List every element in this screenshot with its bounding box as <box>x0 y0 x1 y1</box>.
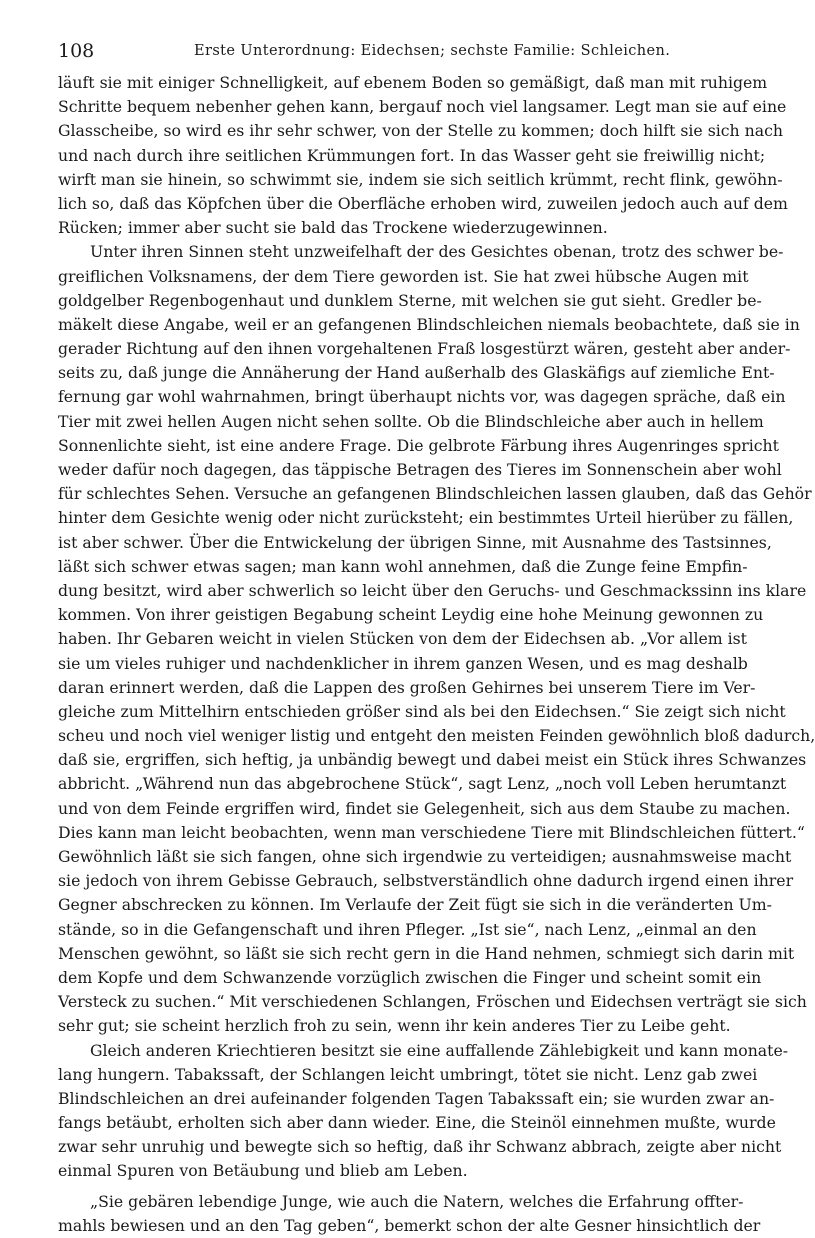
page-header <box>58 40 738 64</box>
text-line: läuft sie mit einiger Schnelligkeit, auf ebenem Boden so gemäßigt, daß man mit ruhigem <box>58 73 768 92</box>
text-line: mäkelt diese Angabe, weil er an gefangenen Blindschleichen niemals beobachtete, daß sie in <box>58 314 800 334</box>
text-line: lich so, daß das Köpfchen über die Oberfläche erhoben wird, zuweilen jedoch auch auf dem <box>58 193 788 213</box>
text-line: Menschen gewöhnt, so läßt sie sich recht gern in die Hand nehmen, schmiegt sich darin mit <box>58 943 795 963</box>
paragraph <box>58 71 788 240</box>
text-line: zwar sehr unruhig und bewegte sich so heftig, daß ihr Schwanz abbrach, zeigte aber nicht <box>58 1137 782 1157</box>
text-line: sie jedoch von ihrem Gebisse Gebrauch, selbstverständlich ohne dadurch irgend einen ihrer <box>58 871 794 891</box>
text-line: dem Kopfe und dem Schwanzende vorzüglich zwischen die Finger und scheint somit ein <box>58 967 762 987</box>
text-line: einmal Spuren von Betäubung und blieb am Leben. <box>58 1161 468 1181</box>
text-line: Gewöhnlich läßt sie sich fangen, ohne sich irgendwie zu verteidigen; ausnahmsweise macht <box>58 847 792 866</box>
text-line: scheu und noch viel weniger listig und entgeht den meisten Feinden gewöhnlich bloß dadurch, <box>58 726 815 746</box>
text-line: hinter dem Gesichte wenig oder nicht zurücksteht; ein bestimmtes Urteil hierüber zu fällen, <box>58 508 794 528</box>
text-line: haben. Ihr Gebaren weicht in vielen Stücken von dem der Eidechsen ab. „Vor allem ist <box>58 629 747 649</box>
text-line: weder dafür noch dagegen, das täppische Betragen des Tieres im Sonnenschein aber wohl <box>58 460 782 479</box>
text-line: „Sie gebären lebendige Junge, wie auch die Natern, welches die Erfahrung offter- <box>90 1191 744 1211</box>
text-line: sehr gut; sie scheint herzlich froh zu sein, wenn ihr kein anderes Tier zu Leibe geht. <box>58 1016 731 1036</box>
text-line: greiflichen Volksnamens, der dem Tiere geworden ist. Sie hat zwei hübsche Augen mit <box>58 266 749 286</box>
paragraph <box>58 1039 789 1184</box>
text-line: wirft man sie hinein, so schwimmt sie, indem sie sich seitlich krümmt, recht flink, gewöhn- <box>58 169 783 189</box>
text-line: dung besitzt, wird aber schwerlich so leicht über den Geruchs- und Geschmackssinn ins klare <box>58 580 807 600</box>
text-line: daran erinnert werden, daß die Lappen des großen Gehirnes bei unserem Tiere im Ver- <box>58 677 756 697</box>
text-line: fernung gar wohl wahrnahmen, bringt überhaupt nichts vor, was dagegen spräche, daß ein <box>58 387 786 407</box>
text-line: Gleich anderen Kriechtieren besitzt sie eine auffallende Zählebigkeit und kann monate- <box>90 1040 789 1060</box>
text-line: Gegner abschrecken zu können. Im Verlaufe der Zeit fügt sie sich in die veränderten Um- <box>58 895 772 915</box>
text-line: Sonnenlichte sieht, ist eine andere Frage. Die gelbrote Färbung ihres Augenringes spricht <box>58 435 779 455</box>
text-line: Rücken; immer aber sucht sie bald das Trockene wiederzugewinnen. <box>58 218 608 238</box>
text-line: läßt sich schwer etwas sagen; man kann wohl annehmen, daß die Zunge feine Empfin- <box>58 556 748 576</box>
body-text <box>58 71 815 1238</box>
text-line: Tier mit zwei hellen Augen nicht sehen sollte. Ob die Blindschleiche aber auch in hellem <box>58 411 764 431</box>
text-line: und von dem Feinde ergriffen wird, findet sie Gelegenheit, sich aus dem Staube zu machen. <box>58 798 791 818</box>
text-line: Unter ihren Sinnen steht unzweifelhaft der des Gesichtes obenan, trotz des schwer be- <box>90 242 784 262</box>
text-line: für schlechtes Sehen. Versuche an gefangenen Blindschleichen lassen glauben, daß das Gehör <box>58 484 812 504</box>
page-number: 108 <box>58 40 95 62</box>
text-line: fangs betäubt, erholten sich aber dann wieder. Eine, die Steinöl einnehmen mußte, wurde <box>58 1113 776 1133</box>
text-line: kommen. Von ihrer geistigen Begabung scheint Leydig eine hohe Meinung gewonnen zu <box>58 605 764 625</box>
text-line: mahls bewiesen und an den Tag geben“, bemerkt schon der alte Gesner hinsichtlich der <box>58 1215 761 1235</box>
text-line: Blindschleichen an drei aufeinander folgenden Tagen Tabakssaft ein; sie wurden zwar an- <box>58 1088 775 1108</box>
text-line: goldgelber Regenbogenhaut und dunklem Sterne, mit welchen sie gut sieht. Gredler be- <box>58 290 762 310</box>
text-line: lang hungern. Tabakssaft, der Schlangen leicht umbringt, tötet sie nicht. Lenz gab zwei <box>58 1064 758 1084</box>
text-line: und nach durch ihre seitlichen Krümmungen fort. In das Wasser geht sie freiwillig nicht; <box>58 145 766 165</box>
text-line: seits zu, daß junge die Annäherung der Hand außerhalb des Glaskäfigs auf ziemliche Ent- <box>58 363 775 383</box>
text-line: gerader Richtung auf den ihnen vorgehaltenen Fraß losgestürzt wären, gesteht aber ander- <box>58 339 791 359</box>
text-line: Schritte bequem nebenher gehen kann, bergauf noch viel langsamer. Legt man sie auf eine <box>58 97 787 117</box>
text-line: sie um vieles ruhiger und nachdenklicher in ihrem ganzen Wesen, und es mag deshalb <box>58 653 748 673</box>
text-line: Versteck zu suchen.“ Mit verschiedenen Schlangen, Fröschen und Eidechsen verträgt sie sich <box>58 992 807 1012</box>
text-line: gleiche zum Mittelhirn entschieden größer sind als bei den Eidechsen.“ Sie zeigt sich nicht <box>58 701 786 721</box>
text-line: stände, so in die Gefangenschaft und ihren Pfleger. „Ist sie“, nach Lenz, „einmal an den <box>58 919 757 939</box>
running-head: Erste Unterordnung: Eidechsen; sechste Familie: Schleichen. <box>194 43 671 59</box>
text-line: abbricht. „Während nun das abgebrochene Stück“, sagt Lenz, „noch voll Leben herumtanzt <box>58 774 787 794</box>
paragraph <box>58 240 815 1038</box>
paragraph <box>58 1190 761 1238</box>
text-line: ist aber schwer. Über die Entwickelung der übrigen Sinne, mit Ausnahme des Tastsinnes, <box>58 532 772 552</box>
text-line: daß sie, ergriffen, sich heftig, ja unbändig bewegt und dabei meist ein Stück ihres Schwanzes <box>58 750 807 770</box>
text-line: Glasscheibe, so wird es ihr sehr schwer, von der Stelle zu kommen; doch hilft sie sich nach <box>58 121 783 141</box>
text-line: Dies kann man leicht beobachten, wenn man verschiedene Tiere mit Blindschleichen füttert.“ <box>58 822 805 842</box>
